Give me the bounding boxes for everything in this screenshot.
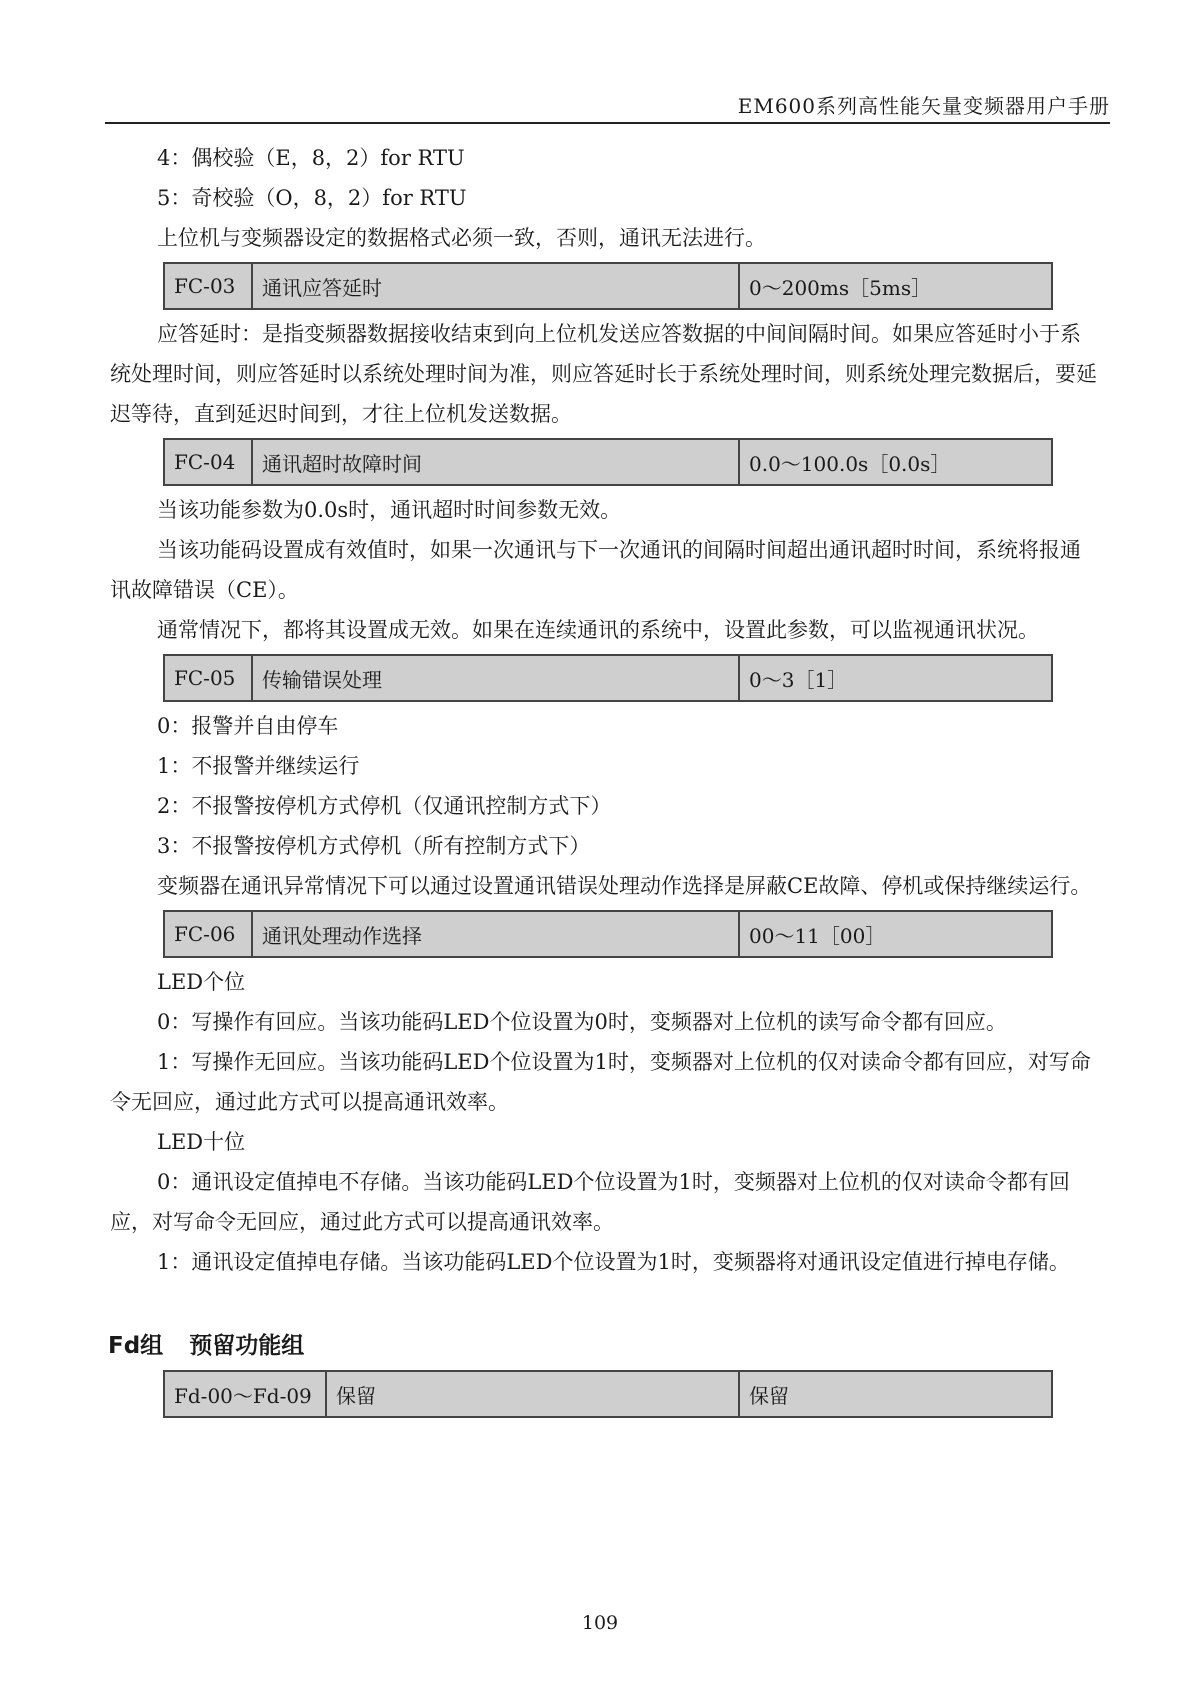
header-rule xyxy=(105,122,1110,124)
param-name: 保留 xyxy=(327,1372,740,1416)
param-range: 0～3［1］ xyxy=(749,667,848,692)
led-ones-heading: LED个位 xyxy=(157,970,246,994)
section-code: Fd组 xyxy=(108,1333,164,1359)
error-option-3: 3：不报警按停机方式停机（所有控制方式下） xyxy=(157,834,591,858)
param-name: 通讯超时故障时间 xyxy=(253,440,740,484)
section-title: 预留功能组 xyxy=(189,1333,305,1359)
led-tens-option-0: 0：通讯设定值掉电不存储。当该功能码LED个位设置为1时，变频器对上位机的仅对读命令都有回应，对写命令无回应，通过此方式可以提高通讯效率。 xyxy=(110,1170,1070,1234)
param-table-fc06 xyxy=(163,910,1053,958)
param-name: 传输错误处理 xyxy=(253,656,740,700)
param-table-fd xyxy=(163,1370,1053,1418)
manual-title: EM600系列高性能矢量变频器用户手册 xyxy=(737,94,1110,118)
param-code: FC-03 xyxy=(165,264,253,308)
param-range: 0.0～100.0s［0.0s］ xyxy=(749,451,951,476)
page-content xyxy=(110,138,1100,1422)
timeout-para-2: 当该功能码设置成有效值时，如果一次通讯与下一次通讯的间隔时间超出通讯超时时间，系统将报通讯故障错误（CE）。 xyxy=(110,538,1081,602)
format-note: 上位机与变频器设定的数据格式必须一致，否则，通讯无法进行。 xyxy=(157,226,766,250)
param-code: FC-05 xyxy=(165,656,253,700)
section-heading-fd xyxy=(108,1326,1100,1366)
param-code: Fd-00～Fd-09 xyxy=(165,1372,327,1416)
option-5-odd-parity: 5：奇校验（O，8，2）for RTU xyxy=(157,186,467,210)
led-tens-option-1: 1：通讯设定值掉电存储。当该功能码LED个位设置为1时，变频器将对通讯设定值进行掉电存储。 xyxy=(157,1250,1070,1274)
param-name: 通讯处理动作选择 xyxy=(253,912,740,956)
option-4-even-parity: 4：偶校验（E，8，2）for RTU xyxy=(157,146,465,170)
error-option-1: 1：不报警并继续运行 xyxy=(157,754,360,778)
page-header xyxy=(105,88,1110,124)
error-option-0: 0：报警并自由停车 xyxy=(157,714,339,738)
param-table-fc03 xyxy=(163,262,1053,310)
error-description: 变频器在通讯异常情况下可以通过设置通讯错误处理动作选择是屏蔽CE故障、停机或保持继续运行。 xyxy=(157,874,1092,898)
param-table-fc04 xyxy=(163,438,1053,486)
error-option-2: 2：不报警按停机方式停机（仅通讯控制方式下） xyxy=(157,794,612,818)
timeout-para-3: 通常情况下，都将其设置成无效。如果在连续通讯的系统中，设置此参数，可以监视通讯状况。 xyxy=(157,618,1039,642)
delay-description: 应答延时：是指变频器数据接收结束到向上位机发送应答数据的中间间隔时间。如果应答延时小于系统处理时间，则应答延时以系统处理时间为准，则应答延时长于系统处理时间，则系统处理完数据后，要延迟等待，直到延迟时间到，才往上位机发送数据。 xyxy=(110,322,1097,426)
param-code: FC-06 xyxy=(165,912,253,956)
param-range: 保留 xyxy=(749,1383,789,1408)
param-name: 通讯应答延时 xyxy=(253,264,740,308)
timeout-para-1: 当该功能参数为0.0s时，通讯超时时间参数无效。 xyxy=(157,498,622,522)
param-table-fc05 xyxy=(163,654,1053,702)
param-range: 0～200ms［5ms］ xyxy=(749,275,932,300)
led-ones-option-1: 1：写操作无回应。当该功能码LED个位设置为1时，变频器对上位机的仅对读命令都有回应，对写命令无回应，通过此方式可以提高通讯效率。 xyxy=(110,1050,1091,1114)
param-code: FC-04 xyxy=(165,440,253,484)
led-ones-option-0: 0：写操作有回应。当该功能码LED个位设置为0时，变频器对上位机的读写命令都有回应。 xyxy=(157,1010,1007,1034)
page-number: 109 xyxy=(581,1612,619,1634)
led-tens-heading: LED十位 xyxy=(157,1130,246,1154)
param-range: 00～11［00］ xyxy=(749,923,886,948)
